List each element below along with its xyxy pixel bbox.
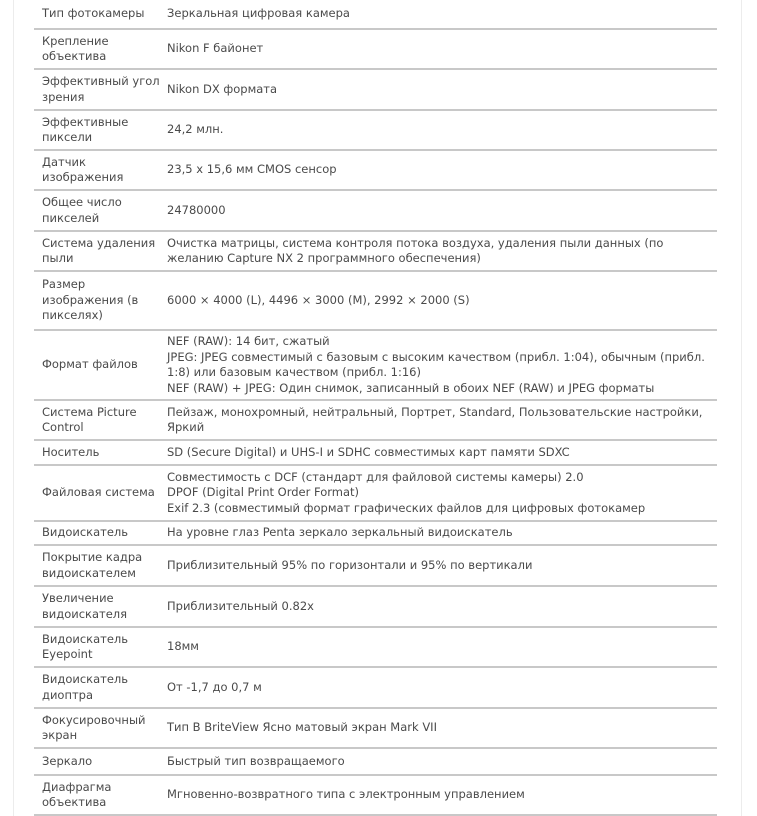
spec-row <box>34 271 717 330</box>
spec-label: Увеличение видоискателя <box>34 586 167 627</box>
spec-row <box>34 627 717 667</box>
spec-value-line: Зеркальная цифровая камера <box>167 6 350 21</box>
spec-row <box>34 521 717 545</box>
spec-value-line: 6000 × 4000 (L), 4496 × 3000 (M), 2992 × 2000 (S) <box>167 292 470 307</box>
spec-label: Общее число пикселей <box>34 190 167 231</box>
spec-value-line: NEF (RAW) + JPEG: Один снимок, записанный в обоих NEF (RAW) и JPEG форматы <box>167 380 655 395</box>
spec-row <box>34 231 717 271</box>
spec-value <box>167 330 717 400</box>
spec-value <box>167 190 717 231</box>
spec-value-line: Exif 2.3 (совместимый формат графических файлов для цифровых фотокамер <box>167 500 646 515</box>
spec-value-line: 24,2 млн. <box>167 122 224 137</box>
spec-row <box>34 545 717 586</box>
spec-value <box>167 775 717 815</box>
spec-value <box>167 231 717 271</box>
spec-value <box>167 69 717 110</box>
spec-value-line: DPOF (Digital Print Order Format) <box>167 485 360 500</box>
spec-label: Зеркало <box>34 748 167 775</box>
spec-value <box>167 400 717 440</box>
spec-value <box>167 0 717 29</box>
spec-value-line: Приблизительный 0.82x <box>167 598 314 613</box>
spec-value-line: SD (Secure Digital) и UHS-I и SDHC совместимых карт памяти SDXC <box>167 444 570 459</box>
spec-value <box>167 150 717 190</box>
spec-value-line: На уровне глаз Penta зеркало зеркальный видоискатель <box>167 525 513 540</box>
page-divider-left <box>13 0 14 816</box>
spec-label: Фокусировочный экран <box>34 708 167 748</box>
spec-table <box>34 0 717 816</box>
spec-row <box>34 0 717 29</box>
spec-label: Крепление объектива <box>34 29 167 69</box>
spec-value-line: Быстрый тип возвращаемого <box>167 753 345 768</box>
spec-value <box>167 667 717 708</box>
spec-label: Видоискатель Eyepoint <box>34 627 167 667</box>
spec-value <box>167 110 717 150</box>
spec-label: Формат файлов <box>34 330 167 400</box>
spec-label: Тип фотокамеры <box>34 0 167 29</box>
spec-value-line: 18мм <box>167 639 199 654</box>
spec-value <box>167 29 717 69</box>
spec-value-line: Nikon F байонет <box>167 41 264 56</box>
spec-row <box>34 586 717 627</box>
spec-row <box>34 440 717 465</box>
spec-value-line: NEF (RAW): 14 бит, сжатый <box>167 334 330 348</box>
spec-value-line: 24780000 <box>167 202 226 217</box>
spec-value-line: Nikon DX формата <box>167 81 278 96</box>
spec-label: Покрытие кадра видоискателем <box>34 545 167 586</box>
spec-label: Файловая система <box>34 465 167 521</box>
spec-row <box>34 708 717 748</box>
spec-label: Носитель <box>34 440 167 465</box>
spec-value-line: Тип B BriteView Ясно матовый экран Mark VII <box>167 720 437 735</box>
page-divider-right <box>741 0 742 816</box>
spec-row <box>34 465 717 521</box>
spec-label: Эффективные пиксели <box>34 110 167 150</box>
spec-value <box>167 545 717 586</box>
spec-value <box>167 271 717 330</box>
spec-label: Система Picture Control <box>34 400 167 440</box>
spec-value-line: JPEG: JPEG совместимый с базовым с высоким качеством (прибл. 1:04), обычным (прибл. 1:8) или базовым качеством (прибл. 1:16) <box>167 349 705 379</box>
spec-label: Размер изображения (в пикселях) <box>34 271 167 330</box>
spec-row <box>34 775 717 815</box>
spec-row <box>34 190 717 231</box>
spec-value-line: От -1,7 до 0,7 м <box>167 679 262 694</box>
spec-row <box>34 29 717 69</box>
spec-value <box>167 627 717 667</box>
spec-label: Видоискатель диоптра <box>34 667 167 708</box>
spec-value-line: Пейзаж, монохромный, нейтральный, Портрет, Standard, Пользовательские настройки, Яркий <box>167 404 703 434</box>
spec-value-line: Приблизительный 95% по горизонтали и 95% по вертикали <box>167 557 533 572</box>
spec-value-line: Мгновенно-возвратного типа с электронным управлением <box>167 787 525 802</box>
spec-value-line: 23,5 x 15,6 мм CMOS сенсор <box>167 162 337 177</box>
spec-label: Система удаления пыли <box>34 231 167 271</box>
spec-row <box>34 150 717 190</box>
spec-row <box>34 110 717 150</box>
spec-row <box>34 330 717 400</box>
spec-value <box>167 465 717 521</box>
spec-row <box>34 748 717 775</box>
spec-row <box>34 69 717 110</box>
spec-value <box>167 708 717 748</box>
spec-value <box>167 586 717 627</box>
spec-table-body <box>34 0 717 815</box>
spec-label: Датчик изображения <box>34 150 167 190</box>
spec-value <box>167 440 717 465</box>
spec-value <box>167 521 717 545</box>
spec-label: Диафрагма объектива <box>34 775 167 815</box>
spec-value <box>167 748 717 775</box>
spec-value-line: Очистка матрицы, система контроля потока воздуха, удаления пыли данных (по желанию Capture NX 2 программного обеспечения) <box>167 235 664 265</box>
spec-value-line: Совместимость с DCF (стандарт для файловой системы камеры) 2.0 <box>167 469 584 484</box>
spec-row <box>34 667 717 708</box>
spec-label: Видоискатель <box>34 521 167 545</box>
spec-label: Эффективный угол зрения <box>34 69 167 110</box>
spec-row <box>34 400 717 440</box>
